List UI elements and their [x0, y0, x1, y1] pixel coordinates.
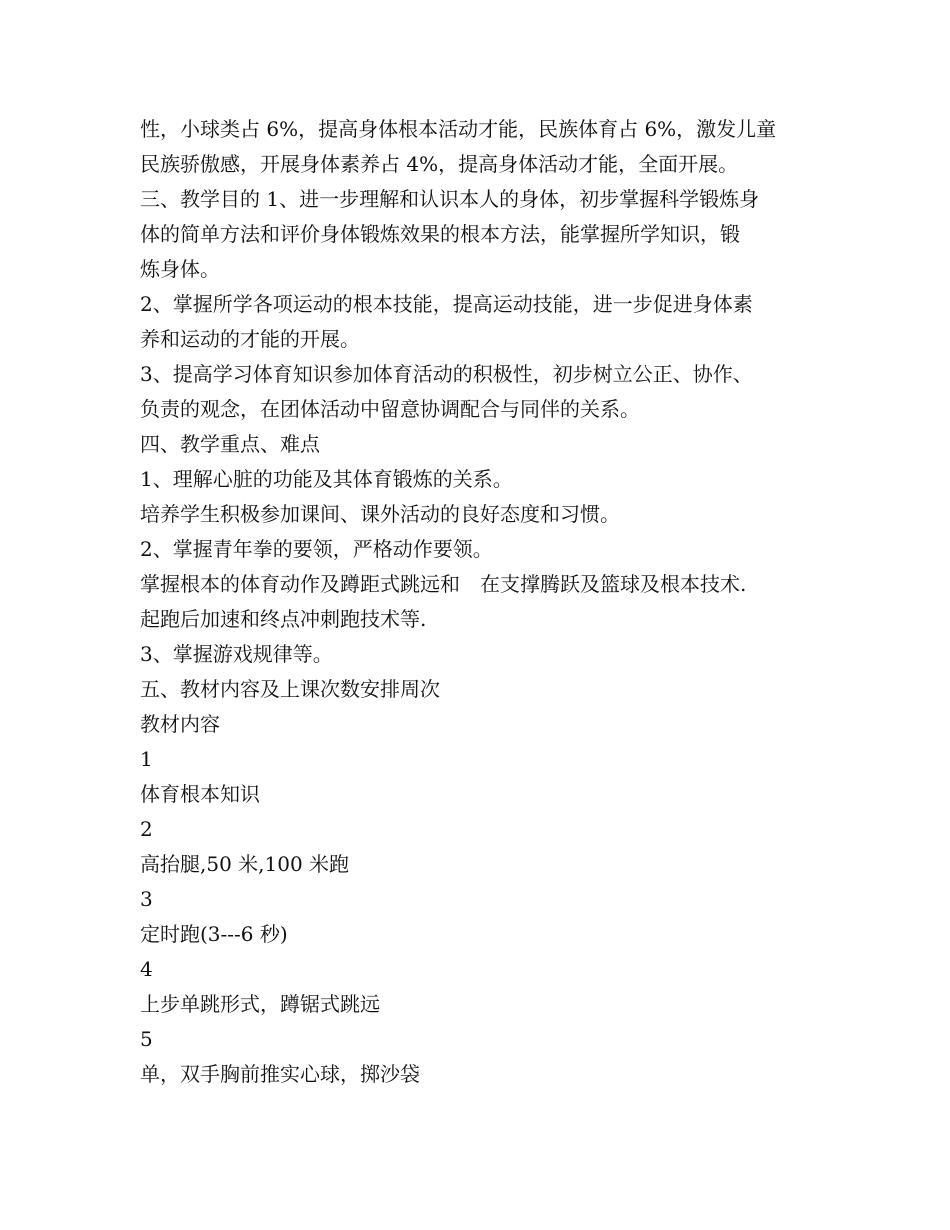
section-heading-3: 三、教学目的 1、进一步理解和认识本人的身体，初步掌握科学锻炼身: [140, 187, 760, 211]
week-content: 体育根本知识: [140, 782, 260, 806]
text-line: 培养学生积极参加课间、课外活动的良好态度和习惯。: [140, 502, 620, 526]
column-label: 教材内容: [140, 712, 220, 736]
week-content: 单，双手胸前推实心球，掷沙袋: [140, 1062, 420, 1086]
text-line: 起跑后加速和终点冲刺跑技术等.: [140, 607, 427, 631]
text-line: 养和运动的才能的开展。: [140, 327, 360, 351]
text-line: 体的简单方法和评价身体锻炼效果的根本方法，能掌握所学知识，锻: [140, 222, 740, 246]
week-number: 1: [140, 747, 153, 771]
list-item-2: 2、掌握所学各项运动的根本技能，提高运动技能，进一步促进身体素: [140, 292, 753, 316]
text-line: 掌握根本的体育动作及蹲距式跳远和 在支撑腾跃及篮球及根本技术.: [140, 572, 747, 596]
list-item-2: 2、掌握青年拳的要领，严格动作要领。: [140, 537, 493, 561]
week-number: 2: [140, 817, 153, 841]
section-heading-4: 四、教学重点、难点: [140, 432, 320, 456]
text-line: 炼身体。: [140, 257, 220, 281]
week-number: 3: [140, 887, 153, 911]
week-content: 上步单跳形式，蹲锯式跳远: [140, 992, 380, 1016]
text-line: 民族骄傲感，开展身体素养占 4%，提高身体活动才能，全面开展。: [140, 152, 739, 176]
week-content: 高抬腿,50 米,100 米跑: [140, 852, 350, 876]
section-heading-5: 五、教材内容及上课次数安排周次: [140, 677, 440, 701]
week-content: 定时跑(3---6 秒): [140, 922, 288, 946]
text-line: 负责的观念，在团体活动中留意协调配合与同伴的关系。: [140, 397, 640, 421]
document-body: [140, 112, 820, 1092]
list-item-3: 3、提高学习体育知识参加体育活动的积极性，初步树立公正、协作、: [140, 362, 753, 386]
text-line: 性，小球类占 6%，提高身体根本活动才能，民族体育占 6%，激发儿童: [140, 117, 777, 141]
list-item-1: 1、理解心脏的功能及其体育锻炼的关系。: [140, 467, 513, 491]
list-item-3: 3、掌握游戏规律等。: [140, 642, 333, 666]
week-number: 4: [140, 957, 153, 981]
week-number: 5: [140, 1027, 153, 1051]
